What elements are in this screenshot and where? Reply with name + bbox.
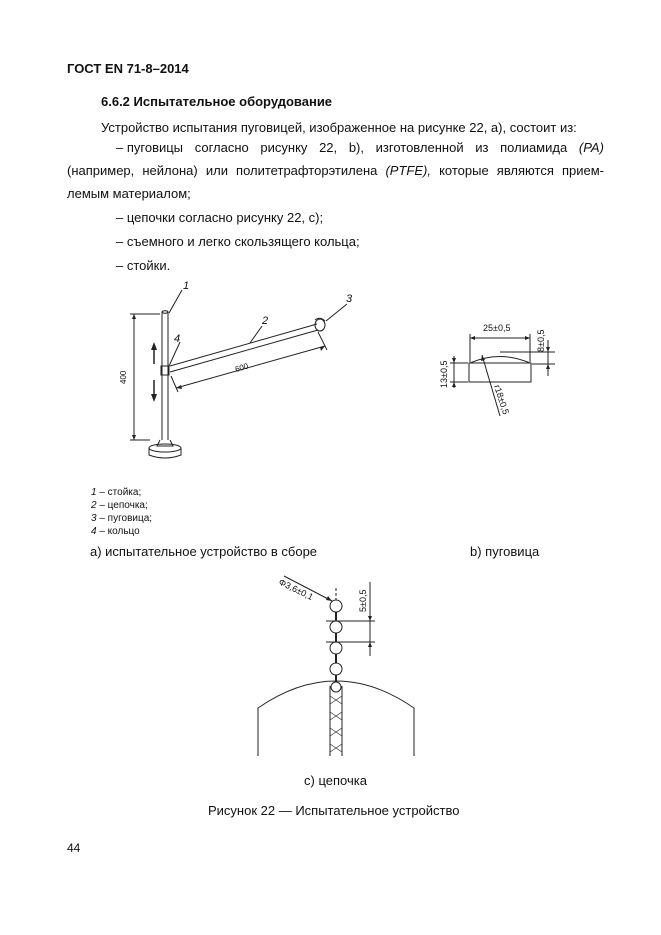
word: прием- [561, 163, 604, 178]
chain-ball [330, 663, 342, 675]
document-header: ГОСТ EN 71-8–2014 [67, 61, 189, 76]
dim-height-label: 13±0,5 [439, 360, 449, 388]
word: рисунку [260, 140, 308, 155]
arrow-up [151, 342, 157, 350]
word: полиамида [500, 140, 568, 155]
item1-line2 [67, 163, 604, 178]
intro-paragraph: Устройство испытания пуговицей, изображенное на рисунке 22, а), состоит из: [101, 120, 577, 135]
channel-hatch [330, 696, 342, 752]
legend-item: 4 – кольцо [91, 526, 140, 537]
word: согласно [194, 140, 249, 155]
word: 22, [319, 140, 338, 155]
word: изготовленной [375, 140, 464, 155]
arrow-dim-top [132, 314, 136, 319]
dim-width-label: 25±0,5 [483, 323, 511, 333]
dim-height-label: 400 [119, 370, 128, 384]
word: (PA) [578, 140, 604, 155]
word: являются [496, 163, 554, 178]
chain-ball [330, 600, 342, 612]
stand-neck [157, 440, 173, 446]
legend-item: 2 – цепочка; [91, 500, 148, 511]
button-body [469, 363, 531, 382]
length-dim-line [176, 346, 325, 388]
word: политетрафторэтилена [236, 163, 378, 178]
figure-title: Рисунок 22 — Испытательное устройство [208, 803, 460, 818]
callout-2: 2 [262, 315, 269, 327]
callout-3: 3 [346, 293, 353, 305]
item2: – цепочки согласно рисунку 22, с); [116, 210, 324, 225]
item1-line3: лемым материалом; [67, 186, 191, 201]
leader-1 [169, 290, 182, 313]
stand-base-top [149, 444, 181, 452]
word: – пуговицы [116, 140, 184, 155]
chain-ball [331, 682, 341, 692]
word: из [475, 140, 489, 155]
dim-top-label: 8±0,5 [536, 329, 546, 352]
figure-a-legend [91, 486, 152, 538]
leader-3 [326, 304, 347, 321]
length-ext-1 [171, 376, 178, 392]
button-dome [470, 357, 530, 364]
item1-line1 [116, 140, 604, 155]
dim-radius-label: r18±0,5 [492, 383, 512, 416]
item4: – стойки. [116, 258, 171, 273]
section-title: 6.6.2 Испытательное оборудование [101, 94, 333, 109]
figure-c-chain [250, 566, 430, 766]
word: нейлона) [142, 163, 198, 178]
caption-a: а) испытательное устройство в сборе [90, 544, 318, 559]
arrow-dim-bottom [132, 435, 136, 440]
chain-ball [330, 621, 342, 633]
word: которые [439, 163, 489, 178]
callout-4: 4 [174, 333, 181, 345]
word: (например, [67, 163, 135, 178]
word: (PTFE), [385, 163, 431, 178]
figure-a-apparatus [110, 280, 360, 470]
button-end [315, 319, 325, 331]
item3: – съемного и легко скользящего кольца; [116, 234, 360, 249]
dim-ball-label: Φ3,6±0,1 [277, 576, 315, 603]
word: или [205, 163, 228, 178]
legend-item: 1 – стойка; [91, 487, 142, 498]
dim-length-label: 600 [234, 361, 250, 374]
arrow-down [151, 394, 157, 402]
callout-1: 1 [183, 280, 190, 292]
page-number: 44 [67, 841, 81, 855]
caption-b: b) пуговица [470, 544, 540, 559]
leader-4 [169, 342, 180, 366]
dim-pitch-label: 5±0,5 [358, 589, 368, 612]
caption-c: с) цепочка [304, 773, 367, 788]
word: b), [348, 140, 364, 155]
figure-b-button [420, 318, 570, 428]
chain-top [170, 324, 317, 366]
chain-ball [330, 642, 342, 654]
stand-top [162, 311, 168, 313]
legend-item: 3 – пуговица; [91, 513, 153, 524]
stand-base-side [149, 448, 181, 458]
